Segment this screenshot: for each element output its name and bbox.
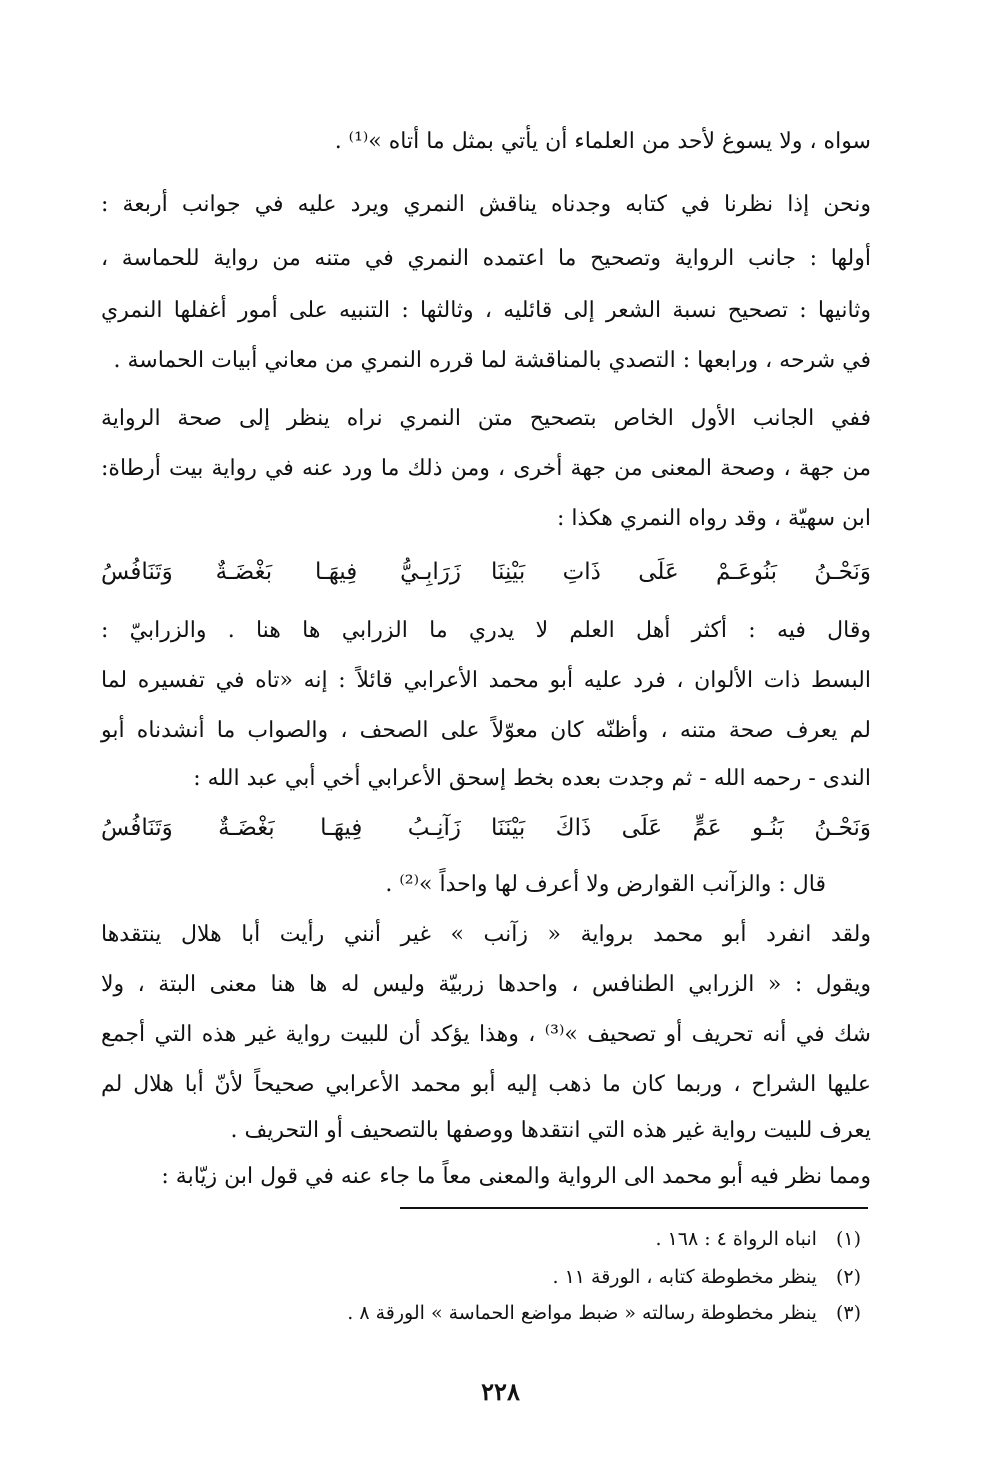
footnote-number: (٣): [835, 1302, 861, 1324]
verse-hemistich-second: زَآنِـبُ فِيهَـا بَغْضَـةٌ وَتَنَافُسُ: [101, 815, 461, 841]
text-line: ومما نظر فيه أبو محمد الى الرواية والمعنى معاً ما جاء عنه في قول ابن زيّابة :: [161, 1164, 871, 1189]
text-line: شك في أنه تحريف أو تصحيف »⁽³⁾ ، وهذا يؤكد أن للبيت رواية غير هذه التي أجمع: [101, 1022, 871, 1047]
text-line: في شرحه ، ورابعها : التصدي بالمناقشة لما قرره النمري من معاني أبيات الحماسة .: [113, 348, 871, 373]
text-line: ويقول : « الزرابي الطنافس ، واحدها زربيّة وليس له ها هنا معنى البتة ، ولا: [101, 972, 871, 997]
text-line: أولها : جانب الرواية وتصحيح ما اعتمده النمري في متنه من رواية للحماسة ،: [101, 246, 871, 271]
poem-verse: [101, 808, 871, 848]
text-line: وقال فيه : أكثر أهل العلم لا يدري ما الزرابي ها هنا . والزرابيّ :: [101, 618, 871, 643]
footnote-number: (١): [835, 1228, 861, 1250]
text-line: ابن سهيّة ، وقد رواه النمري هكذا :: [557, 506, 871, 531]
text-line: ونحن إذا نظرنا في كتابه وجدناه يناقش النمري ويرد عليه في جوانب أربعة :: [101, 192, 871, 217]
poem-verse: [101, 552, 871, 592]
verse-hemistich-first: وَنَحْـنُ بَنُوعَـمْ عَلَى ذَاتِ بَيْنِنَا: [491, 559, 871, 585]
text-line: البسط ذات الألوان ، فرد عليه أبو محمد الأعرابي قائلاً : إنه «تاه في تفسيره لما: [101, 668, 871, 693]
verse-hemistich-first: وَنَحْـنُ بَنُـو عَمٍّ عَلَى ذَاكَ بَيْنَنَا: [491, 815, 871, 841]
footnote-divider: [400, 1207, 868, 1209]
text-line: سواه ، ولا يسوغ لأحد من العلماء أن يأتي بمثل ما أتاه »⁽¹⁾ .: [334, 129, 871, 154]
page-number: ٢٢٨: [481, 1377, 520, 1406]
text-line: من جهة ، وصحة المعنى من جهة أخرى ، ومن ذلك ما ورد عنه في رواية بيت أرطاة:: [101, 456, 871, 481]
text-line: لم يعرف صحة متنه ، وأظنّه كان معوّلاً على الصحف ، والصواب ما أنشدناه أبو: [101, 718, 871, 743]
text-line: قال : والزآنب القوارض ولا أعرف لها واحداً »⁽²⁾ .: [385, 872, 826, 897]
text-line: ففي الجانب الأول الخاص بتصحيح متن النمري نراه ينظر إلى صحة الرواية: [101, 406, 871, 431]
footnote: [341, 1262, 861, 1292]
footnote: [341, 1298, 861, 1328]
text-line: ولقد انفرد أبو محمد برواية « زآنب » غير أنني رأيت أبا هلال ينتقدها: [101, 922, 871, 947]
text-line: يعرف للبيت رواية غير هذه التي انتقدها ووصفها بالتصحيف أو التحريف .: [230, 1118, 871, 1143]
footnote-text: ينظر مخطوطة كتابه ، الورقة ١١ .: [552, 1266, 817, 1288]
verse-hemistich-second: زَرَابِـيُّ فِيهَـا بَغْضَـةٌ وَتَنَافُسُ: [101, 559, 461, 585]
footnote-number: (٢): [835, 1266, 861, 1288]
footnote-text: انباه الرواة ٤ : ١٦٨ .: [655, 1228, 817, 1250]
text-line: الندى - رحمه الله - ثم وجدت بعده بخط إسحق الأعرابي أخي أبي عبد الله :: [193, 766, 871, 791]
footnote-text: ينظر مخطوطة رسالته « ضبط مواضع الحماسة » الورقة ٨ .: [347, 1302, 817, 1324]
text-line: وثانيها : تصحيح نسبة الشعر إلى قائليه ، وثالثها : التنبيه على أمور أغفلها النمري: [101, 298, 871, 323]
text-line: عليها الشراح ، وربما كان ما ذهب إليه أبو محمد الأعرابي صحيحاً لأنّ أبا هلال لم: [101, 1072, 871, 1097]
footnote: [341, 1224, 861, 1254]
